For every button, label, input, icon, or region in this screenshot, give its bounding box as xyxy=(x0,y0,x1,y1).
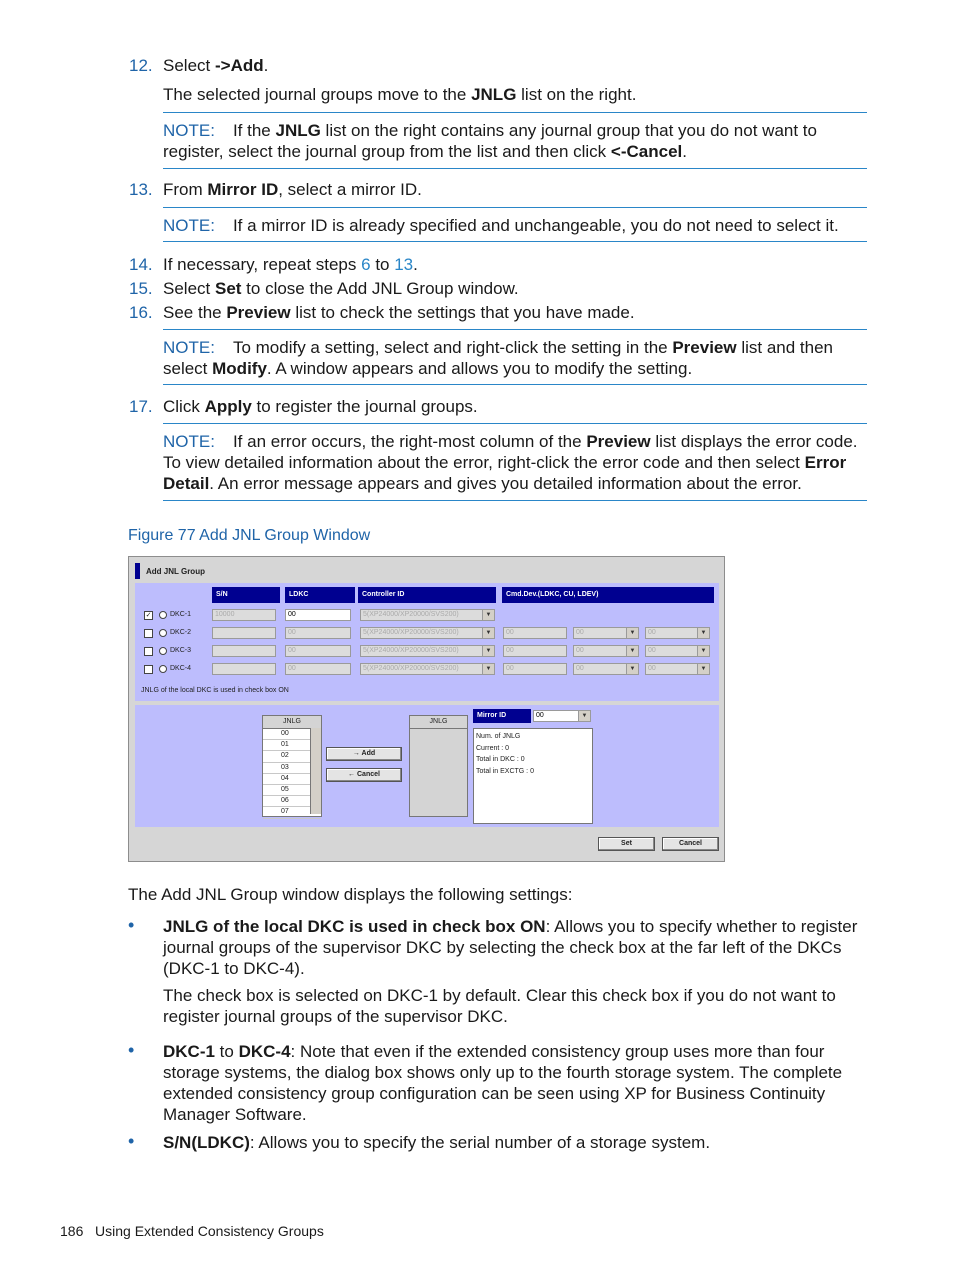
cancel-button[interactable]: Cancel xyxy=(662,837,719,851)
dkc-4-sn-field[interactable] xyxy=(212,663,276,675)
mirror-id-label: Mirror ID xyxy=(473,709,531,723)
step-15-text: Select Set to close the Add JNL Group window. xyxy=(163,279,519,298)
dkc-2-label: DKC-2 xyxy=(170,629,192,636)
dkc-1-radio[interactable] xyxy=(159,611,167,619)
list-item[interactable]: 01 xyxy=(263,740,321,751)
info-current: Current : 0 xyxy=(476,744,510,752)
dkc-3-cmd-cu-value: 00 xyxy=(576,647,584,654)
jnlg-left-scrollbar[interactable] xyxy=(310,728,321,814)
list-item[interactable]: 00 xyxy=(263,729,321,740)
jnlg-right-list[interactable] xyxy=(409,715,468,817)
step-16-number: 16. xyxy=(129,303,153,322)
mirror-id-value: 00 xyxy=(536,712,544,719)
chevron-down-icon: ▼ xyxy=(626,664,638,674)
step-14-number: 14. xyxy=(129,255,153,274)
note-rule xyxy=(163,168,867,169)
list-item[interactable]: 05 xyxy=(263,785,321,796)
dkc-3-radio[interactable] xyxy=(159,647,167,655)
header-ldkc: LDKC xyxy=(285,587,355,603)
bullet: • xyxy=(128,915,135,935)
chevron-down-icon: ▼ xyxy=(578,711,590,721)
dkc-1-controller-value: 5(XP24000/XP20000/SVS200) xyxy=(363,611,459,618)
chevron-down-icon: ▼ xyxy=(482,646,494,656)
note-16: NOTE: To modify a setting, select and right-click the setting in the Preview list and then select Modify. A window appears and allows you to modify the setting. xyxy=(163,338,834,378)
window-title: Add JNL Group xyxy=(146,567,205,576)
list-item[interactable]: 04 xyxy=(263,774,321,785)
step-17-text: Click Apply to register the journal groups. xyxy=(163,397,478,416)
chevron-down-icon: ▼ xyxy=(482,610,494,620)
dkc-4-controller-value: 5(XP24000/XP20000/SVS200) xyxy=(363,665,459,672)
note-rule xyxy=(163,241,867,242)
dkc-4-checkbox[interactable] xyxy=(144,665,153,674)
header-cmd-dev: Cmd.Dev.(LDKC, CU, LDEV) xyxy=(502,587,714,603)
chevron-down-icon: ▼ xyxy=(697,664,709,674)
dkc-2-sn-field[interactable] xyxy=(212,627,276,639)
footer-title: Using Extended Consistency Groups xyxy=(95,1223,324,1239)
step-13-link[interactable]: 13 xyxy=(394,255,414,274)
bullet-sn-ldkc: S/N(LDKC): Allows you to specify the serial number of a storage system. xyxy=(163,1133,711,1152)
dkc-2-cmd-ldev[interactable] xyxy=(645,627,710,639)
list-item[interactable]: 02 xyxy=(263,751,321,762)
dkc-2-ldkc-field[interactable]: 00 xyxy=(285,627,351,639)
dkc-3-cmd-ldev[interactable] xyxy=(645,645,710,657)
dkc-4-cmd-ldkc[interactable]: 00 xyxy=(503,663,567,675)
note-rule xyxy=(163,207,867,208)
note-rule xyxy=(163,112,867,113)
chevron-down-icon: ▼ xyxy=(697,628,709,638)
header-controller-id: Controller ID xyxy=(358,587,496,603)
dkc-2-cmd-ldkc[interactable]: 00 xyxy=(503,627,567,639)
page-footer xyxy=(60,1223,324,1239)
list-item[interactable]: 06 xyxy=(263,796,321,807)
jnlg-right-header: JNLG xyxy=(410,716,467,729)
step-17-number: 17. xyxy=(129,397,153,416)
dkc-4-radio[interactable] xyxy=(159,665,167,673)
dkc-2-radio[interactable] xyxy=(159,629,167,637)
dkc-3-cmd-ldkc[interactable]: 00 xyxy=(503,645,567,657)
dkc-3-cmd-ldev-value: 00 xyxy=(648,647,656,654)
chevron-down-icon: ▼ xyxy=(482,664,494,674)
chevron-down-icon: ▼ xyxy=(626,646,638,656)
bullet: • xyxy=(128,1040,135,1060)
jnlg-left-header: JNLG xyxy=(263,716,321,729)
title-marker xyxy=(135,563,140,579)
dkc-2-controller-select[interactable] xyxy=(360,627,495,639)
note-13: NOTE: If a mirror ID is already specified and unchangeable, you do not need to select it. xyxy=(163,216,839,235)
dkc-3-controller-select[interactable] xyxy=(360,645,495,657)
jnlg-info-box xyxy=(473,728,593,824)
info-num-jnlg: Num. of JNLG xyxy=(476,733,521,740)
add-button[interactable]: → Add xyxy=(326,747,402,761)
info-total-dkc: Total in DKC : 0 xyxy=(476,756,525,763)
set-button[interactable]: Set xyxy=(598,837,655,851)
list-item[interactable]: 03 xyxy=(263,763,321,774)
dkc-2-cmd-cu[interactable] xyxy=(573,627,639,639)
dkc-2-cmd-cu-value: 00 xyxy=(576,629,584,636)
dkc-3-sn-field[interactable] xyxy=(212,645,276,657)
dkc-4-cmd-ldev-value: 00 xyxy=(648,665,656,672)
note-17: NOTE: If an error occurs, the right-most column of the Preview list displays the error code. To view detailed information about the error, right-click the error code and then select Error Detail. An error message appears and gives you detailed information about the error. xyxy=(163,432,858,493)
step-15-number: 15. xyxy=(129,279,153,298)
step-14-text: If necessary, repeat steps 6 to 13. xyxy=(163,255,418,274)
dkc-1-sn-field[interactable]: 10000 xyxy=(212,609,276,621)
header-sn: S/N xyxy=(212,587,280,603)
step-13-number: 13. xyxy=(129,180,153,199)
dkc-4-label: DKC-4 xyxy=(170,665,192,672)
dkc-3-ldkc-field[interactable]: 00 xyxy=(285,645,351,657)
note-12: NOTE: If the JNLG list on the right contains any journal group that you do not want to register, select the journal group from the list and then click <-Cancel. xyxy=(163,121,817,161)
dkc-3-label: DKC-3 xyxy=(170,647,192,654)
dkc-1-label: DKC-1 xyxy=(170,611,192,618)
chevron-down-icon: ▼ xyxy=(697,646,709,656)
dkc-2-controller-value: 5(XP24000/XP20000/SVS200) xyxy=(363,629,459,636)
bullet-dkc: DKC-1 to DKC-4: Note that even if the extended consistency group uses more than four storage systems, the dialog box shows only up to the fourth storage system. The complete extended consistency group configuration can be seen using XP for Business Continuity Manager Software. xyxy=(163,1042,843,1124)
note-rule xyxy=(163,329,867,330)
step-13-text: From Mirror ID, select a mirror ID. xyxy=(163,180,422,199)
dkc-1-controller-select[interactable] xyxy=(360,609,495,621)
dkc-1-checkbox[interactable]: ✓ xyxy=(145,612,152,619)
step-16-text: See the Preview list to check the settings that you have made. xyxy=(163,303,635,322)
jnlg-local-dkc-note: JNLG of the local DKC is used in check box ON xyxy=(141,687,289,694)
dkc-3-controller-value: 5(XP24000/XP20000/SVS200) xyxy=(363,647,459,654)
note-rule xyxy=(163,384,867,385)
note-rule xyxy=(163,500,867,501)
dkc-2-cmd-ldev-value: 00 xyxy=(648,629,656,636)
step-12-text: Select ->Add. xyxy=(163,56,269,75)
dkc-4-cmd-ldev[interactable] xyxy=(645,663,710,675)
list-item[interactable]: 07 xyxy=(263,807,321,818)
dkc-4-ldkc-field[interactable]: 00 xyxy=(285,663,351,675)
bullet-jnlg-check-sub: The check box is selected on DKC-1 by default. Clear this check box if you do not want to register journal groups of the supervisor DKC. xyxy=(163,986,836,1026)
dkc-4-cmd-cu[interactable] xyxy=(573,663,639,675)
mirror-id-select[interactable] xyxy=(533,710,591,722)
dkc-2-checkbox[interactable] xyxy=(144,629,153,638)
cancel-move-button[interactable]: ← Cancel xyxy=(326,768,402,782)
chevron-down-icon: ▼ xyxy=(626,628,638,638)
chevron-down-icon: ▼ xyxy=(482,628,494,638)
step-6-link[interactable]: 6 xyxy=(361,255,371,274)
step-12-number: 12. xyxy=(129,56,153,75)
dkc-1-ldkc-field[interactable]: 00 xyxy=(285,609,351,621)
dkc-4-cmd-cu-value: 00 xyxy=(576,665,584,672)
step-12-subtext: The selected journal groups move to the JNLG list on the right. xyxy=(163,85,637,104)
bullet: • xyxy=(128,1131,135,1151)
bullet-jnlg-check: JNLG of the local DKC is used in check box ON: Allows you to specify whether to register journal groups of the supervisor DKC by selecting the check box at the far left of the DKCs (DKC-1 to DKC-4). xyxy=(163,917,858,978)
dkc-3-checkbox[interactable] xyxy=(144,647,153,656)
dkc-4-controller-select[interactable] xyxy=(360,663,495,675)
note-rule xyxy=(163,423,867,424)
figure-caption: Figure 77 Add JNL Group Window xyxy=(128,527,371,544)
info-total-exctg: Total in EXCTG : 0 xyxy=(476,767,534,775)
dkc-3-cmd-cu[interactable] xyxy=(573,645,639,657)
page-number: 186 xyxy=(60,1223,84,1239)
add-jnl-group-window xyxy=(128,556,725,862)
intro-text: The Add JNL Group window displays the following settings: xyxy=(128,885,573,904)
